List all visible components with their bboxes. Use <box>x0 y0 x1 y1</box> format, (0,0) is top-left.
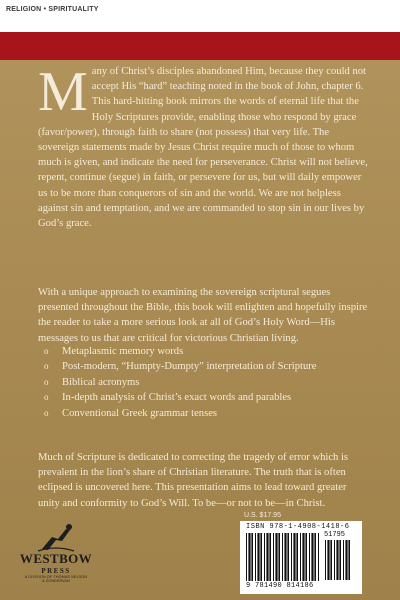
list-item <box>38 406 368 421</box>
barcode-box <box>240 521 362 594</box>
list-item-text: Metaplasmic memory words <box>62 346 184 357</box>
logo-press: PRESS <box>41 567 71 575</box>
barcode-digits: 9 781490 814186 <box>246 582 314 590</box>
intro-paragraph <box>38 61 368 231</box>
list-item <box>38 390 368 405</box>
runner-icon <box>36 523 76 553</box>
list-item-text: Biblical acronyms <box>62 376 140 388</box>
intro-text: any of Christ’s disciples abandoned Him, because they could not accept His “hard” teaching noted in the book of John, chapter 6. This hard-hitting book mirrors the words of eternal life that the Holy Scriptures provide, enabling those who respond by grace (favor/power), through faith to share (not possess) that very life. The sovereign statements made by Jesus Christ require much of those to whom much is given, and indicate the need for perseverance. Christ will not believe, repent, continue (segue) in faith, or persevere for us, but will daily empower us to be more than conquerors of sin and the world. We are not helpless against sin and temptation, and we are commanded to stop sin in our lives by God’s grace. <box>38 66 368 230</box>
list-item-text: Post-modern, “Humpty-Dumpty” interpretation of Scripture <box>62 361 317 373</box>
bullet-icon: o <box>44 392 49 403</box>
list-item <box>38 359 368 374</box>
list-item <box>38 375 368 390</box>
feature-list <box>38 344 368 421</box>
top-strip <box>0 0 400 32</box>
category-label: RELIGION • SPIRITUALITY <box>6 6 99 13</box>
price-label: U.S. $17.95 <box>244 512 281 519</box>
logo-name: WESTBOW <box>19 551 93 566</box>
isbn-text: ISBN 978-1-4908-1418-6 <box>246 523 350 531</box>
approach-paragraph: With a unique approach to examining the sovereign scriptural segues presented throughout the Bible, this book will enlighten and hopefully inspire the reader to take a more serious look at all of God’s Holy Word—His messages to us that are critical for victorious Christian living. <box>38 287 368 344</box>
closing-paragraph: Much of Scripture is dedicated to correcting the tragedy of error which is prevalent in the lion’s share of Christian literature. The truth that is often eclipsed is uncovered here. This presentation aims to lead toward greater unity and conformity to God’s Will. To be—or not to be—in Christ. <box>38 452 349 509</box>
list-item <box>38 344 368 359</box>
publisher-logo <box>10 523 102 595</box>
bullet-icon: o <box>44 376 49 387</box>
drop-cap: M <box>38 61 88 123</box>
logo-division-line-1: A DIVISION OF THOMAS NELSON <box>24 575 88 579</box>
barcode-graphic <box>245 533 321 581</box>
list-item-text: In-depth analysis of Christ’s exact words and parables <box>62 392 292 404</box>
red-band <box>0 32 400 60</box>
bullet-icon: o <box>44 407 49 418</box>
bullet-icon: o <box>44 361 49 372</box>
bullet-icon: o <box>44 346 49 356</box>
supplement-barcode-graphic <box>324 540 354 580</box>
supplement-code: 51795 <box>324 531 346 539</box>
logo-division-line-2: & ZONDERVAN <box>42 579 70 583</box>
list-item-text: Conventional Greek grammar tenses <box>62 407 218 419</box>
